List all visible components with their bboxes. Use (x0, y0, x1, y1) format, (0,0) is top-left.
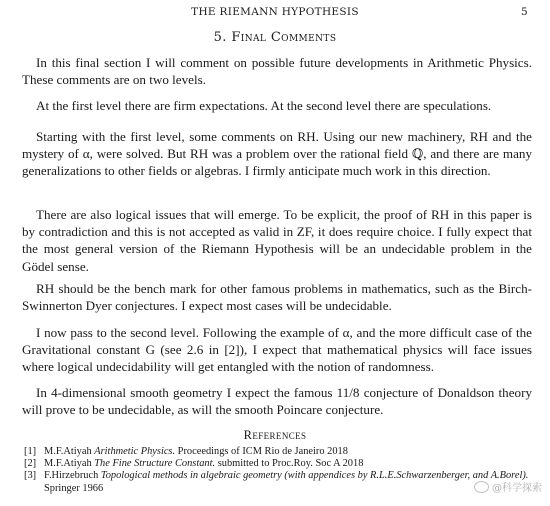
reference-item (24, 470, 529, 494)
paragraph (22, 97, 532, 114)
section-number: 5. (213, 30, 227, 45)
section-heading (0, 30, 550, 45)
references-heading: References (243, 428, 307, 442)
weibo-icon (474, 481, 489, 493)
running-title: THE RIEMANN HYPOTHESIS (191, 6, 359, 18)
watermark (474, 479, 542, 494)
references-list (24, 446, 529, 495)
paragraph (22, 54, 532, 88)
paragraph-text: I now pass to the second level. Following the example of α, and the more difficult case of the Gravitational constant G (see 2.6 in [2]), I expect that mathematical physics will face issues where logical undecidability will get entangled with the notion of randomness. (22, 325, 532, 375)
reference-item (24, 446, 529, 458)
reference-title: The Fine Structure Constant. (94, 458, 216, 470)
reference-title: Topological methods in algebraic geometry (with appendices by R.L.E.Schwarzenberger, and A.Borel). (100, 470, 529, 482)
paragraph-text: In 4-dimensional smooth geometry I expect the famous 11/8 conjecture of Donaldson theory will prove to be undecidable, as will the smooth Poincare conjecture. (22, 385, 532, 418)
paragraph (22, 280, 532, 314)
reference-source: Springer 1966 (44, 482, 104, 494)
section-title: Final Comments (231, 30, 337, 45)
reference-source: Proceedings of ICM Rio de Janeiro 2018 (175, 446, 348, 457)
reference-number: [2] (24, 458, 37, 470)
watermark-text: @科学探索 (492, 483, 542, 494)
reference-author: F.Hirzebruch (44, 470, 99, 482)
paragraph-text: There are also logical issues that will emerge. To be explicit, the proof of RH in this paper is by contradiction and this is not accepted as valid in ZF, it does require choice. I fully expect that the most general version of the Riemann Hypothesis will be an undecidable problem in the Gödel sense. (22, 207, 532, 274)
reference-number: [1] (24, 446, 37, 457)
paragraph (22, 206, 532, 275)
paragraph (22, 324, 532, 376)
reference-author: M.F.Atiyah (44, 446, 92, 457)
paragraph-text: At the first level there are firm expectations. At the second level there are speculations. (36, 98, 492, 113)
page-number: 5 (521, 6, 528, 18)
reference-item (24, 458, 529, 470)
reference-source: submitted to Proc.Roy. Soc A 2018 (215, 458, 364, 470)
paragraph (22, 128, 532, 180)
paragraph-text: In this final section I will comment on possible future developments in Arithmetic Physics. These comments are on two levels. (22, 55, 532, 88)
reference-number: [3] (24, 470, 37, 482)
reference-title: Arithmetic Physics. (94, 446, 176, 457)
paragraph (22, 384, 532, 418)
paragraph-text: RH should be the bench mark for other famous problems in mathematics, such as the Birch-Swinnerton Dyer conjectures. I expect most cases will be undecidable. (22, 281, 532, 314)
paragraph-text: Starting with the first level, some comments on RH. Using our new machinery, RH and the mystery of α, were solved. But RH was a problem over the rational field ℚ, and there are many generalizations to other fields or algebras. I firmly anticipate much work in this direction. (22, 129, 532, 179)
reference-author: M.F.Atiyah (44, 458, 92, 470)
